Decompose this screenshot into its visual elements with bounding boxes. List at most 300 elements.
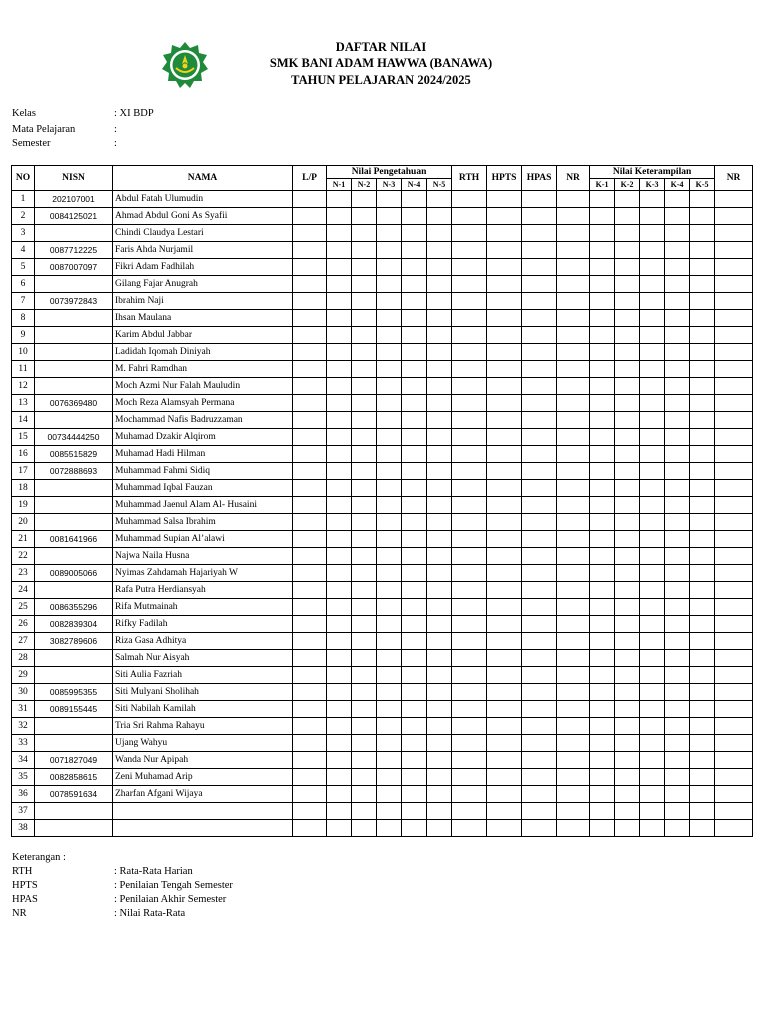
grade-cell[interactable] — [690, 361, 715, 378]
grade-cell[interactable] — [427, 446, 452, 463]
grade-cell[interactable] — [487, 769, 522, 786]
grade-cell[interactable] — [522, 769, 557, 786]
grade-cell[interactable] — [452, 259, 487, 276]
grade-cell[interactable] — [690, 463, 715, 480]
grade-cell[interactable] — [352, 599, 377, 616]
grade-cell[interactable] — [557, 667, 590, 684]
grade-cell[interactable] — [615, 412, 640, 429]
grade-cell[interactable] — [615, 820, 640, 837]
grade-cell[interactable] — [715, 446, 753, 463]
grade-cell[interactable] — [427, 310, 452, 327]
grade-cell[interactable] — [452, 361, 487, 378]
grade-cell[interactable] — [715, 718, 753, 735]
grade-cell[interactable] — [452, 820, 487, 837]
grade-cell[interactable] — [293, 582, 327, 599]
grade-cell[interactable] — [377, 361, 402, 378]
grade-cell[interactable] — [327, 650, 352, 667]
grade-cell[interactable] — [522, 735, 557, 752]
grade-cell[interactable] — [615, 718, 640, 735]
grade-cell[interactable] — [665, 344, 690, 361]
grade-cell[interactable] — [557, 497, 590, 514]
grade-cell[interactable] — [427, 582, 452, 599]
grade-cell[interactable] — [557, 463, 590, 480]
grade-cell[interactable] — [640, 429, 665, 446]
grade-cell[interactable] — [352, 667, 377, 684]
grade-cell[interactable] — [487, 242, 522, 259]
grade-cell[interactable] — [402, 616, 427, 633]
grade-cell[interactable] — [377, 582, 402, 599]
grade-cell[interactable] — [487, 701, 522, 718]
grade-cell[interactable] — [377, 599, 402, 616]
grade-cell[interactable] — [377, 616, 402, 633]
grade-cell[interactable] — [487, 820, 522, 837]
grade-cell[interactable] — [487, 531, 522, 548]
grade-cell[interactable] — [557, 276, 590, 293]
grade-cell[interactable] — [690, 599, 715, 616]
grade-cell[interactable] — [690, 344, 715, 361]
grade-cell[interactable] — [327, 548, 352, 565]
grade-cell[interactable] — [615, 361, 640, 378]
grade-cell[interactable] — [665, 718, 690, 735]
grade-cell[interactable] — [665, 361, 690, 378]
grade-cell[interactable] — [522, 616, 557, 633]
grade-cell[interactable] — [352, 531, 377, 548]
grade-cell[interactable] — [665, 412, 690, 429]
grade-cell[interactable] — [715, 361, 753, 378]
grade-cell[interactable] — [487, 463, 522, 480]
grade-cell[interactable] — [487, 514, 522, 531]
grade-cell[interactable] — [665, 463, 690, 480]
grade-cell[interactable] — [327, 684, 352, 701]
grade-cell[interactable] — [522, 361, 557, 378]
grade-cell[interactable] — [640, 820, 665, 837]
grade-cell[interactable] — [402, 463, 427, 480]
grade-cell[interactable] — [352, 361, 377, 378]
grade-cell[interactable] — [402, 446, 427, 463]
grade-cell[interactable] — [293, 633, 327, 650]
grade-cell[interactable] — [665, 497, 690, 514]
grade-cell[interactable] — [640, 446, 665, 463]
grade-cell[interactable] — [352, 327, 377, 344]
grade-cell[interactable] — [615, 752, 640, 769]
grade-cell[interactable] — [402, 378, 427, 395]
grade-cell[interactable] — [522, 378, 557, 395]
grade-cell[interactable] — [402, 650, 427, 667]
grade-cell[interactable] — [402, 429, 427, 446]
grade-cell[interactable] — [640, 395, 665, 412]
grade-cell[interactable] — [452, 531, 487, 548]
grade-cell[interactable] — [690, 293, 715, 310]
grade-cell[interactable] — [715, 531, 753, 548]
grade-cell[interactable] — [402, 276, 427, 293]
grade-cell[interactable] — [293, 395, 327, 412]
grade-cell[interactable] — [715, 582, 753, 599]
grade-cell[interactable] — [522, 327, 557, 344]
grade-cell[interactable] — [487, 446, 522, 463]
grade-cell[interactable] — [590, 650, 615, 667]
grade-cell[interactable] — [402, 344, 427, 361]
grade-cell[interactable] — [665, 752, 690, 769]
grade-cell[interactable] — [327, 820, 352, 837]
grade-cell[interactable] — [615, 191, 640, 208]
grade-cell[interactable] — [522, 599, 557, 616]
grade-cell[interactable] — [327, 395, 352, 412]
grade-cell[interactable] — [557, 310, 590, 327]
grade-cell[interactable] — [327, 565, 352, 582]
grade-cell[interactable] — [640, 327, 665, 344]
grade-cell[interactable] — [377, 446, 402, 463]
grade-cell[interactable] — [293, 803, 327, 820]
grade-cell[interactable] — [402, 752, 427, 769]
grade-cell[interactable] — [590, 412, 615, 429]
grade-cell[interactable] — [487, 429, 522, 446]
grade-cell[interactable] — [402, 786, 427, 803]
grade-cell[interactable] — [293, 599, 327, 616]
grade-cell[interactable] — [557, 378, 590, 395]
grade-cell[interactable] — [352, 276, 377, 293]
grade-cell[interactable] — [665, 242, 690, 259]
grade-cell[interactable] — [452, 633, 487, 650]
grade-cell[interactable] — [402, 395, 427, 412]
grade-cell[interactable] — [487, 361, 522, 378]
grade-cell[interactable] — [665, 293, 690, 310]
grade-cell[interactable] — [640, 480, 665, 497]
grade-cell[interactable] — [640, 565, 665, 582]
grade-cell[interactable] — [522, 582, 557, 599]
grade-cell[interactable] — [427, 344, 452, 361]
grade-cell[interactable] — [590, 769, 615, 786]
grade-cell[interactable] — [487, 293, 522, 310]
grade-cell[interactable] — [522, 446, 557, 463]
grade-cell[interactable] — [452, 412, 487, 429]
grade-cell[interactable] — [557, 242, 590, 259]
grade-cell[interactable] — [402, 480, 427, 497]
grade-cell[interactable] — [487, 616, 522, 633]
grade-cell[interactable] — [327, 616, 352, 633]
grade-cell[interactable] — [293, 684, 327, 701]
grade-cell[interactable] — [352, 463, 377, 480]
grade-cell[interactable] — [690, 378, 715, 395]
grade-cell[interactable] — [487, 548, 522, 565]
grade-cell[interactable] — [427, 701, 452, 718]
grade-cell[interactable] — [522, 191, 557, 208]
grade-cell[interactable] — [615, 769, 640, 786]
grade-cell[interactable] — [352, 429, 377, 446]
grade-cell[interactable] — [452, 310, 487, 327]
grade-cell[interactable] — [590, 429, 615, 446]
grade-cell[interactable] — [557, 718, 590, 735]
grade-cell[interactable] — [690, 718, 715, 735]
grade-cell[interactable] — [590, 327, 615, 344]
grade-cell[interactable] — [427, 378, 452, 395]
grade-cell[interactable] — [427, 667, 452, 684]
grade-cell[interactable] — [615, 242, 640, 259]
grade-cell[interactable] — [352, 650, 377, 667]
grade-cell[interactable] — [615, 429, 640, 446]
grade-cell[interactable] — [522, 395, 557, 412]
grade-cell[interactable] — [640, 786, 665, 803]
grade-cell[interactable] — [715, 480, 753, 497]
grade-cell[interactable] — [293, 242, 327, 259]
grade-cell[interactable] — [615, 667, 640, 684]
grade-cell[interactable] — [522, 820, 557, 837]
grade-cell[interactable] — [377, 803, 402, 820]
grade-cell[interactable] — [615, 480, 640, 497]
grade-cell[interactable] — [377, 565, 402, 582]
grade-cell[interactable] — [427, 429, 452, 446]
grade-cell[interactable] — [690, 701, 715, 718]
grade-cell[interactable] — [293, 361, 327, 378]
grade-cell[interactable] — [557, 395, 590, 412]
grade-cell[interactable] — [665, 395, 690, 412]
grade-cell[interactable] — [615, 395, 640, 412]
grade-cell[interactable] — [615, 701, 640, 718]
grade-cell[interactable] — [293, 446, 327, 463]
grade-cell[interactable] — [522, 293, 557, 310]
grade-cell[interactable] — [487, 650, 522, 667]
grade-cell[interactable] — [640, 208, 665, 225]
grade-cell[interactable] — [427, 327, 452, 344]
grade-cell[interactable] — [327, 667, 352, 684]
grade-cell[interactable] — [487, 582, 522, 599]
grade-cell[interactable] — [293, 429, 327, 446]
grade-cell[interactable] — [327, 191, 352, 208]
grade-cell[interactable] — [452, 344, 487, 361]
grade-cell[interactable] — [557, 701, 590, 718]
grade-cell[interactable] — [615, 514, 640, 531]
grade-cell[interactable] — [665, 769, 690, 786]
grade-cell[interactable] — [615, 599, 640, 616]
grade-cell[interactable] — [487, 395, 522, 412]
grade-cell[interactable] — [427, 514, 452, 531]
grade-cell[interactable] — [590, 599, 615, 616]
grade-cell[interactable] — [427, 599, 452, 616]
grade-cell[interactable] — [293, 548, 327, 565]
grade-cell[interactable] — [615, 276, 640, 293]
grade-cell[interactable] — [487, 310, 522, 327]
grade-cell[interactable] — [665, 191, 690, 208]
grade-cell[interactable] — [690, 327, 715, 344]
grade-cell[interactable] — [377, 701, 402, 718]
grade-cell[interactable] — [690, 803, 715, 820]
grade-cell[interactable] — [327, 344, 352, 361]
grade-cell[interactable] — [427, 616, 452, 633]
grade-cell[interactable] — [377, 208, 402, 225]
grade-cell[interactable] — [557, 599, 590, 616]
grade-cell[interactable] — [640, 259, 665, 276]
grade-cell[interactable] — [452, 242, 487, 259]
grade-cell[interactable] — [665, 480, 690, 497]
grade-cell[interactable] — [427, 735, 452, 752]
grade-cell[interactable] — [557, 293, 590, 310]
grade-cell[interactable] — [640, 191, 665, 208]
grade-cell[interactable] — [327, 514, 352, 531]
grade-cell[interactable] — [377, 378, 402, 395]
grade-cell[interactable] — [402, 684, 427, 701]
grade-cell[interactable] — [293, 616, 327, 633]
grade-cell[interactable] — [615, 463, 640, 480]
grade-cell[interactable] — [715, 633, 753, 650]
grade-cell[interactable] — [452, 735, 487, 752]
grade-cell[interactable] — [557, 616, 590, 633]
grade-cell[interactable] — [352, 480, 377, 497]
grade-cell[interactable] — [690, 429, 715, 446]
grade-cell[interactable] — [327, 497, 352, 514]
grade-cell[interactable] — [327, 429, 352, 446]
grade-cell[interactable] — [690, 514, 715, 531]
grade-cell[interactable] — [352, 310, 377, 327]
grade-cell[interactable] — [452, 208, 487, 225]
grade-cell[interactable] — [327, 480, 352, 497]
grade-cell[interactable] — [452, 191, 487, 208]
grade-cell[interactable] — [377, 344, 402, 361]
grade-cell[interactable] — [522, 497, 557, 514]
grade-cell[interactable] — [690, 259, 715, 276]
grade-cell[interactable] — [522, 208, 557, 225]
grade-cell[interactable] — [590, 735, 615, 752]
grade-cell[interactable] — [690, 616, 715, 633]
grade-cell[interactable] — [402, 514, 427, 531]
grade-cell[interactable] — [557, 752, 590, 769]
grade-cell[interactable] — [452, 803, 487, 820]
grade-cell[interactable] — [293, 735, 327, 752]
grade-cell[interactable] — [715, 259, 753, 276]
grade-cell[interactable] — [427, 752, 452, 769]
grade-cell[interactable] — [352, 514, 377, 531]
grade-cell[interactable] — [452, 446, 487, 463]
grade-cell[interactable] — [715, 327, 753, 344]
grade-cell[interactable] — [293, 667, 327, 684]
grade-cell[interactable] — [293, 225, 327, 242]
grade-cell[interactable] — [427, 412, 452, 429]
grade-cell[interactable] — [452, 225, 487, 242]
grade-cell[interactable] — [715, 208, 753, 225]
grade-cell[interactable] — [487, 684, 522, 701]
grade-cell[interactable] — [427, 497, 452, 514]
grade-cell[interactable] — [590, 293, 615, 310]
grade-cell[interactable] — [715, 616, 753, 633]
grade-cell[interactable] — [452, 769, 487, 786]
grade-cell[interactable] — [377, 225, 402, 242]
grade-cell[interactable] — [665, 786, 690, 803]
grade-cell[interactable] — [452, 395, 487, 412]
grade-cell[interactable] — [487, 803, 522, 820]
grade-cell[interactable] — [590, 548, 615, 565]
grade-cell[interactable] — [427, 820, 452, 837]
grade-cell[interactable] — [665, 701, 690, 718]
grade-cell[interactable] — [557, 480, 590, 497]
grade-cell[interactable] — [590, 633, 615, 650]
grade-cell[interactable] — [377, 480, 402, 497]
grade-cell[interactable] — [327, 378, 352, 395]
grade-cell[interactable] — [452, 276, 487, 293]
grade-cell[interactable] — [640, 582, 665, 599]
grade-cell[interactable] — [352, 548, 377, 565]
grade-cell[interactable] — [487, 667, 522, 684]
grade-cell[interactable] — [590, 480, 615, 497]
grade-cell[interactable] — [487, 412, 522, 429]
grade-cell[interactable] — [557, 514, 590, 531]
grade-cell[interactable] — [590, 497, 615, 514]
grade-cell[interactable] — [427, 803, 452, 820]
grade-cell[interactable] — [487, 208, 522, 225]
grade-cell[interactable] — [487, 786, 522, 803]
grade-cell[interactable] — [665, 378, 690, 395]
grade-cell[interactable] — [715, 701, 753, 718]
grade-cell[interactable] — [293, 701, 327, 718]
grade-cell[interactable] — [665, 531, 690, 548]
grade-cell[interactable] — [690, 412, 715, 429]
grade-cell[interactable] — [293, 480, 327, 497]
grade-cell[interactable] — [690, 395, 715, 412]
grade-cell[interactable] — [522, 650, 557, 667]
grade-cell[interactable] — [327, 531, 352, 548]
grade-cell[interactable] — [352, 582, 377, 599]
grade-cell[interactable] — [427, 480, 452, 497]
grade-cell[interactable] — [665, 565, 690, 582]
grade-cell[interactable] — [522, 276, 557, 293]
grade-cell[interactable] — [352, 259, 377, 276]
grade-cell[interactable] — [402, 565, 427, 582]
grade-cell[interactable] — [615, 684, 640, 701]
grade-cell[interactable] — [615, 633, 640, 650]
grade-cell[interactable] — [487, 718, 522, 735]
grade-cell[interactable] — [665, 616, 690, 633]
grade-cell[interactable] — [665, 310, 690, 327]
grade-cell[interactable] — [715, 395, 753, 412]
grade-cell[interactable] — [690, 820, 715, 837]
grade-cell[interactable] — [665, 667, 690, 684]
grade-cell[interactable] — [352, 446, 377, 463]
grade-cell[interactable] — [715, 191, 753, 208]
grade-cell[interactable] — [377, 531, 402, 548]
grade-cell[interactable] — [557, 684, 590, 701]
grade-cell[interactable] — [352, 769, 377, 786]
grade-cell[interactable] — [715, 735, 753, 752]
grade-cell[interactable] — [377, 548, 402, 565]
grade-cell[interactable] — [665, 208, 690, 225]
grade-cell[interactable] — [640, 803, 665, 820]
grade-cell[interactable] — [522, 344, 557, 361]
grade-cell[interactable] — [640, 378, 665, 395]
grade-cell[interactable] — [377, 463, 402, 480]
grade-cell[interactable] — [452, 514, 487, 531]
grade-cell[interactable] — [452, 378, 487, 395]
grade-cell[interactable] — [352, 735, 377, 752]
grade-cell[interactable] — [377, 429, 402, 446]
grade-cell[interactable] — [640, 650, 665, 667]
grade-cell[interactable] — [665, 735, 690, 752]
grade-cell[interactable] — [402, 718, 427, 735]
grade-cell[interactable] — [293, 718, 327, 735]
grade-cell[interactable] — [690, 310, 715, 327]
grade-cell[interactable] — [352, 701, 377, 718]
grade-cell[interactable] — [487, 276, 522, 293]
grade-cell[interactable] — [590, 310, 615, 327]
grade-cell[interactable] — [327, 803, 352, 820]
grade-cell[interactable] — [640, 599, 665, 616]
grade-cell[interactable] — [557, 548, 590, 565]
grade-cell[interactable] — [640, 667, 665, 684]
grade-cell[interactable] — [590, 565, 615, 582]
grade-cell[interactable] — [557, 582, 590, 599]
grade-cell[interactable] — [377, 667, 402, 684]
grade-cell[interactable] — [640, 531, 665, 548]
grade-cell[interactable] — [452, 599, 487, 616]
grade-cell[interactable] — [402, 769, 427, 786]
grade-cell[interactable] — [522, 242, 557, 259]
grade-cell[interactable] — [615, 803, 640, 820]
